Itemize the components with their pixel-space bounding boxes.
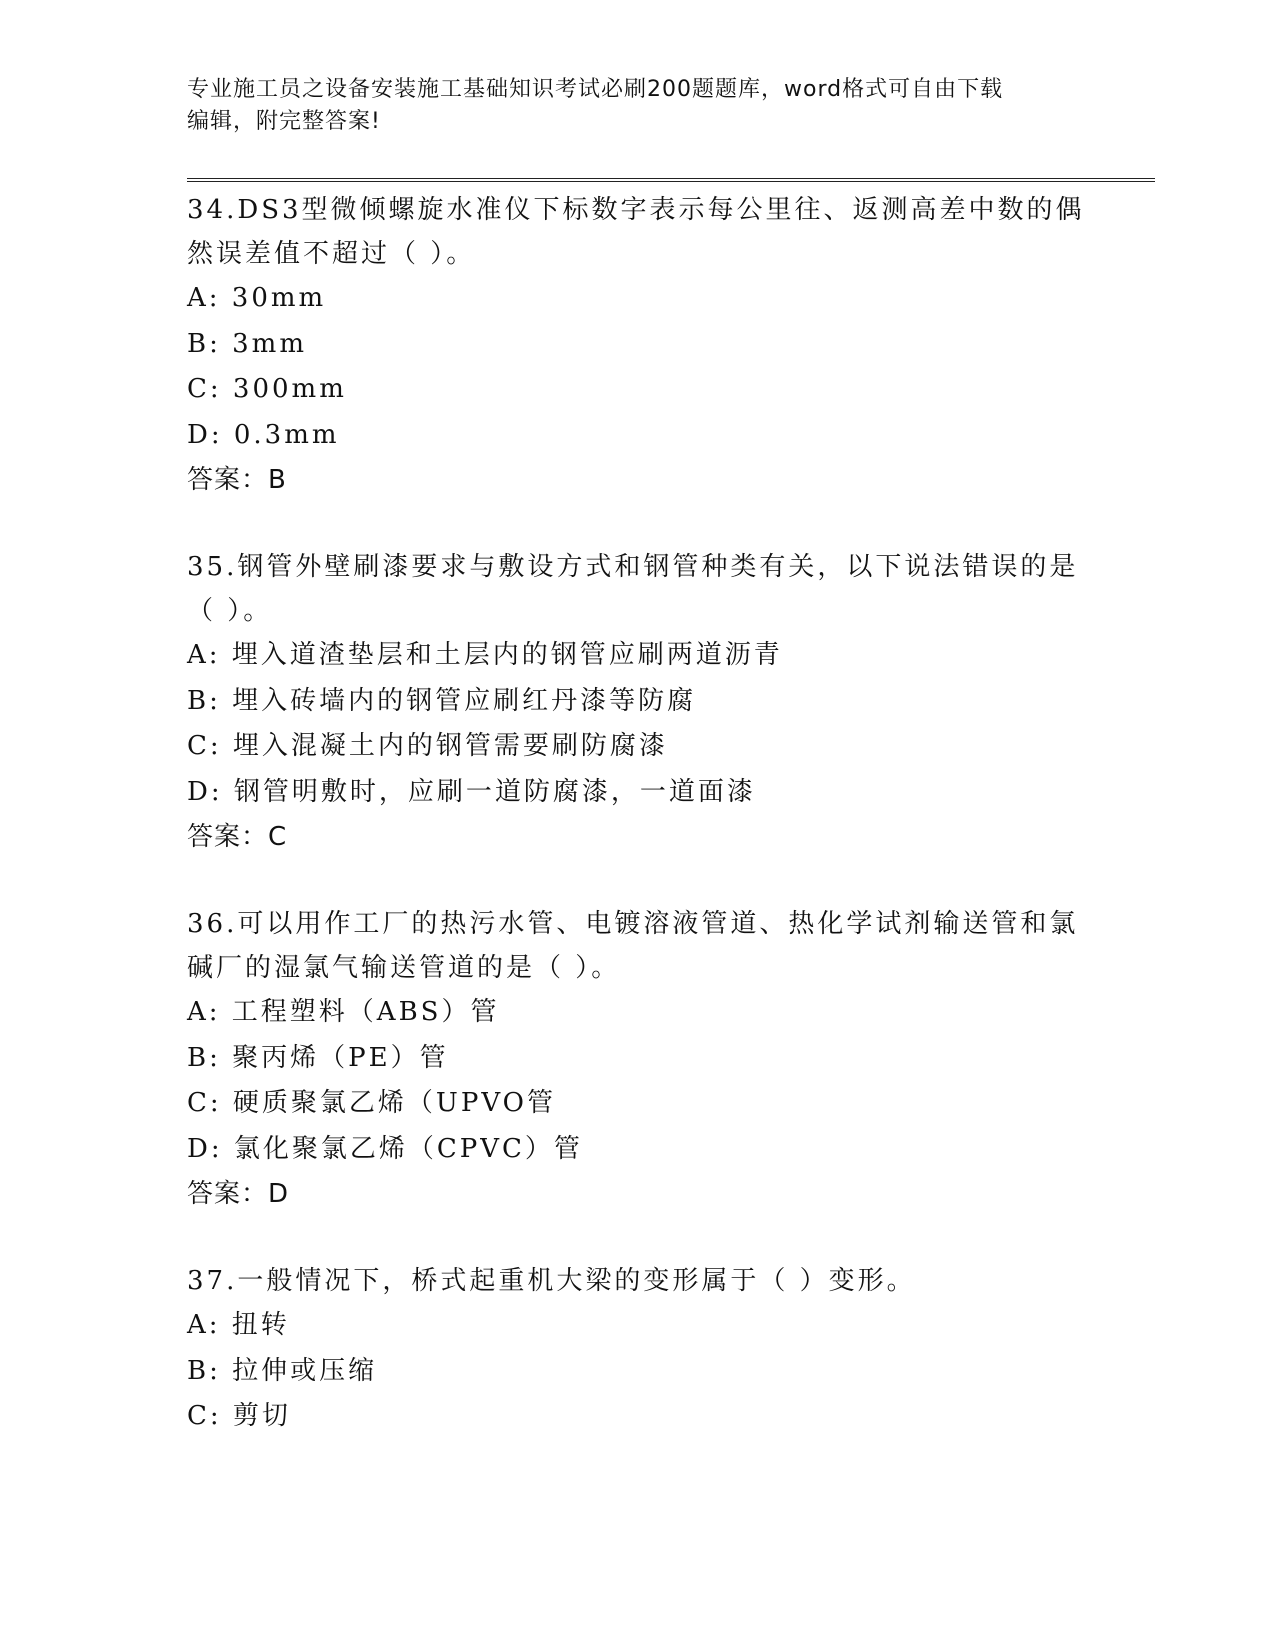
option-b: B: 3mm [187, 328, 307, 359]
option-c: C: 300mm [187, 374, 347, 404]
question-text-line-1: 37.一般情况下，桥式起重机大梁的变形属于（ ）变形。 [187, 1266, 916, 1296]
header-divider [187, 178, 1155, 182]
option-c: C: 硬质聚氯乙烯（UPVO管 [187, 1088, 556, 1118]
question-text [187, 902, 1087, 990]
question-list [187, 188, 1087, 1440]
question-text-line-2: （ ）。 [187, 596, 273, 626]
option-b: B: 埋入砖墙内的钢管应刷红丹漆等防腐 [187, 685, 697, 716]
option-a: A: 工程塑料（ABS）管 [187, 997, 500, 1027]
option-b: B: 聚丙烯（PE）管 [187, 1042, 449, 1073]
option-a: A: 扭转 [187, 1310, 290, 1340]
question-text-line-1: 36.可以用作工厂的热污水管、电镀溶液管道、热化学试剂输送管和氯 [187, 909, 1079, 939]
option-d: D: 钢管明敷时，应刷一道防腐漆，一道面漆 [187, 776, 756, 807]
question-36 [187, 902, 1087, 1216]
answer-line: 答案：C [187, 822, 288, 852]
option-a: A: 埋入道渣垫层和土层内的钢管应刷两道沥青 [187, 640, 783, 670]
question-text [187, 188, 1087, 276]
question-text [187, 545, 1087, 633]
question-35 [187, 545, 1087, 859]
header-line-1: 专业施工员之设备安装施工基础知识考试必刷200题题库，word格式可自由下载 [187, 77, 1004, 102]
question-34 [187, 188, 1087, 502]
answer-line: 答案：D [187, 1179, 290, 1209]
question-text-line-2: 然误差值不超过（ ）。 [187, 239, 476, 269]
question-text-line-1: 34.DS3型微倾螺旋水准仪下标数字表示每公里往、返测高差中数的偶 [187, 195, 1085, 225]
question-text-line-1: 35.钢管外壁刷漆要求与敷设方式和钢管种类有关，以下说法错误的是 [187, 552, 1079, 582]
option-b: B: 拉伸或压缩 [187, 1355, 378, 1386]
option-d: D: 氯化聚氯乙烯（CPVC）管 [187, 1133, 583, 1164]
question-37 [187, 1259, 1087, 1440]
answer-line: 答案：B [187, 465, 287, 495]
option-c: C: 埋入混凝土内的钢管需要刷防腐漆 [187, 731, 668, 761]
option-a: A: 30mm [187, 283, 327, 313]
header-line-2: 编辑，附完整答案! [187, 109, 381, 134]
option-d: D: 0.3mm [187, 419, 340, 450]
question-text [187, 1259, 1087, 1303]
option-c: C: 剪切 [187, 1401, 291, 1431]
document-header [187, 74, 1087, 138]
question-text-line-2: 碱厂的湿氯气输送管道的是（ ）。 [187, 953, 621, 983]
